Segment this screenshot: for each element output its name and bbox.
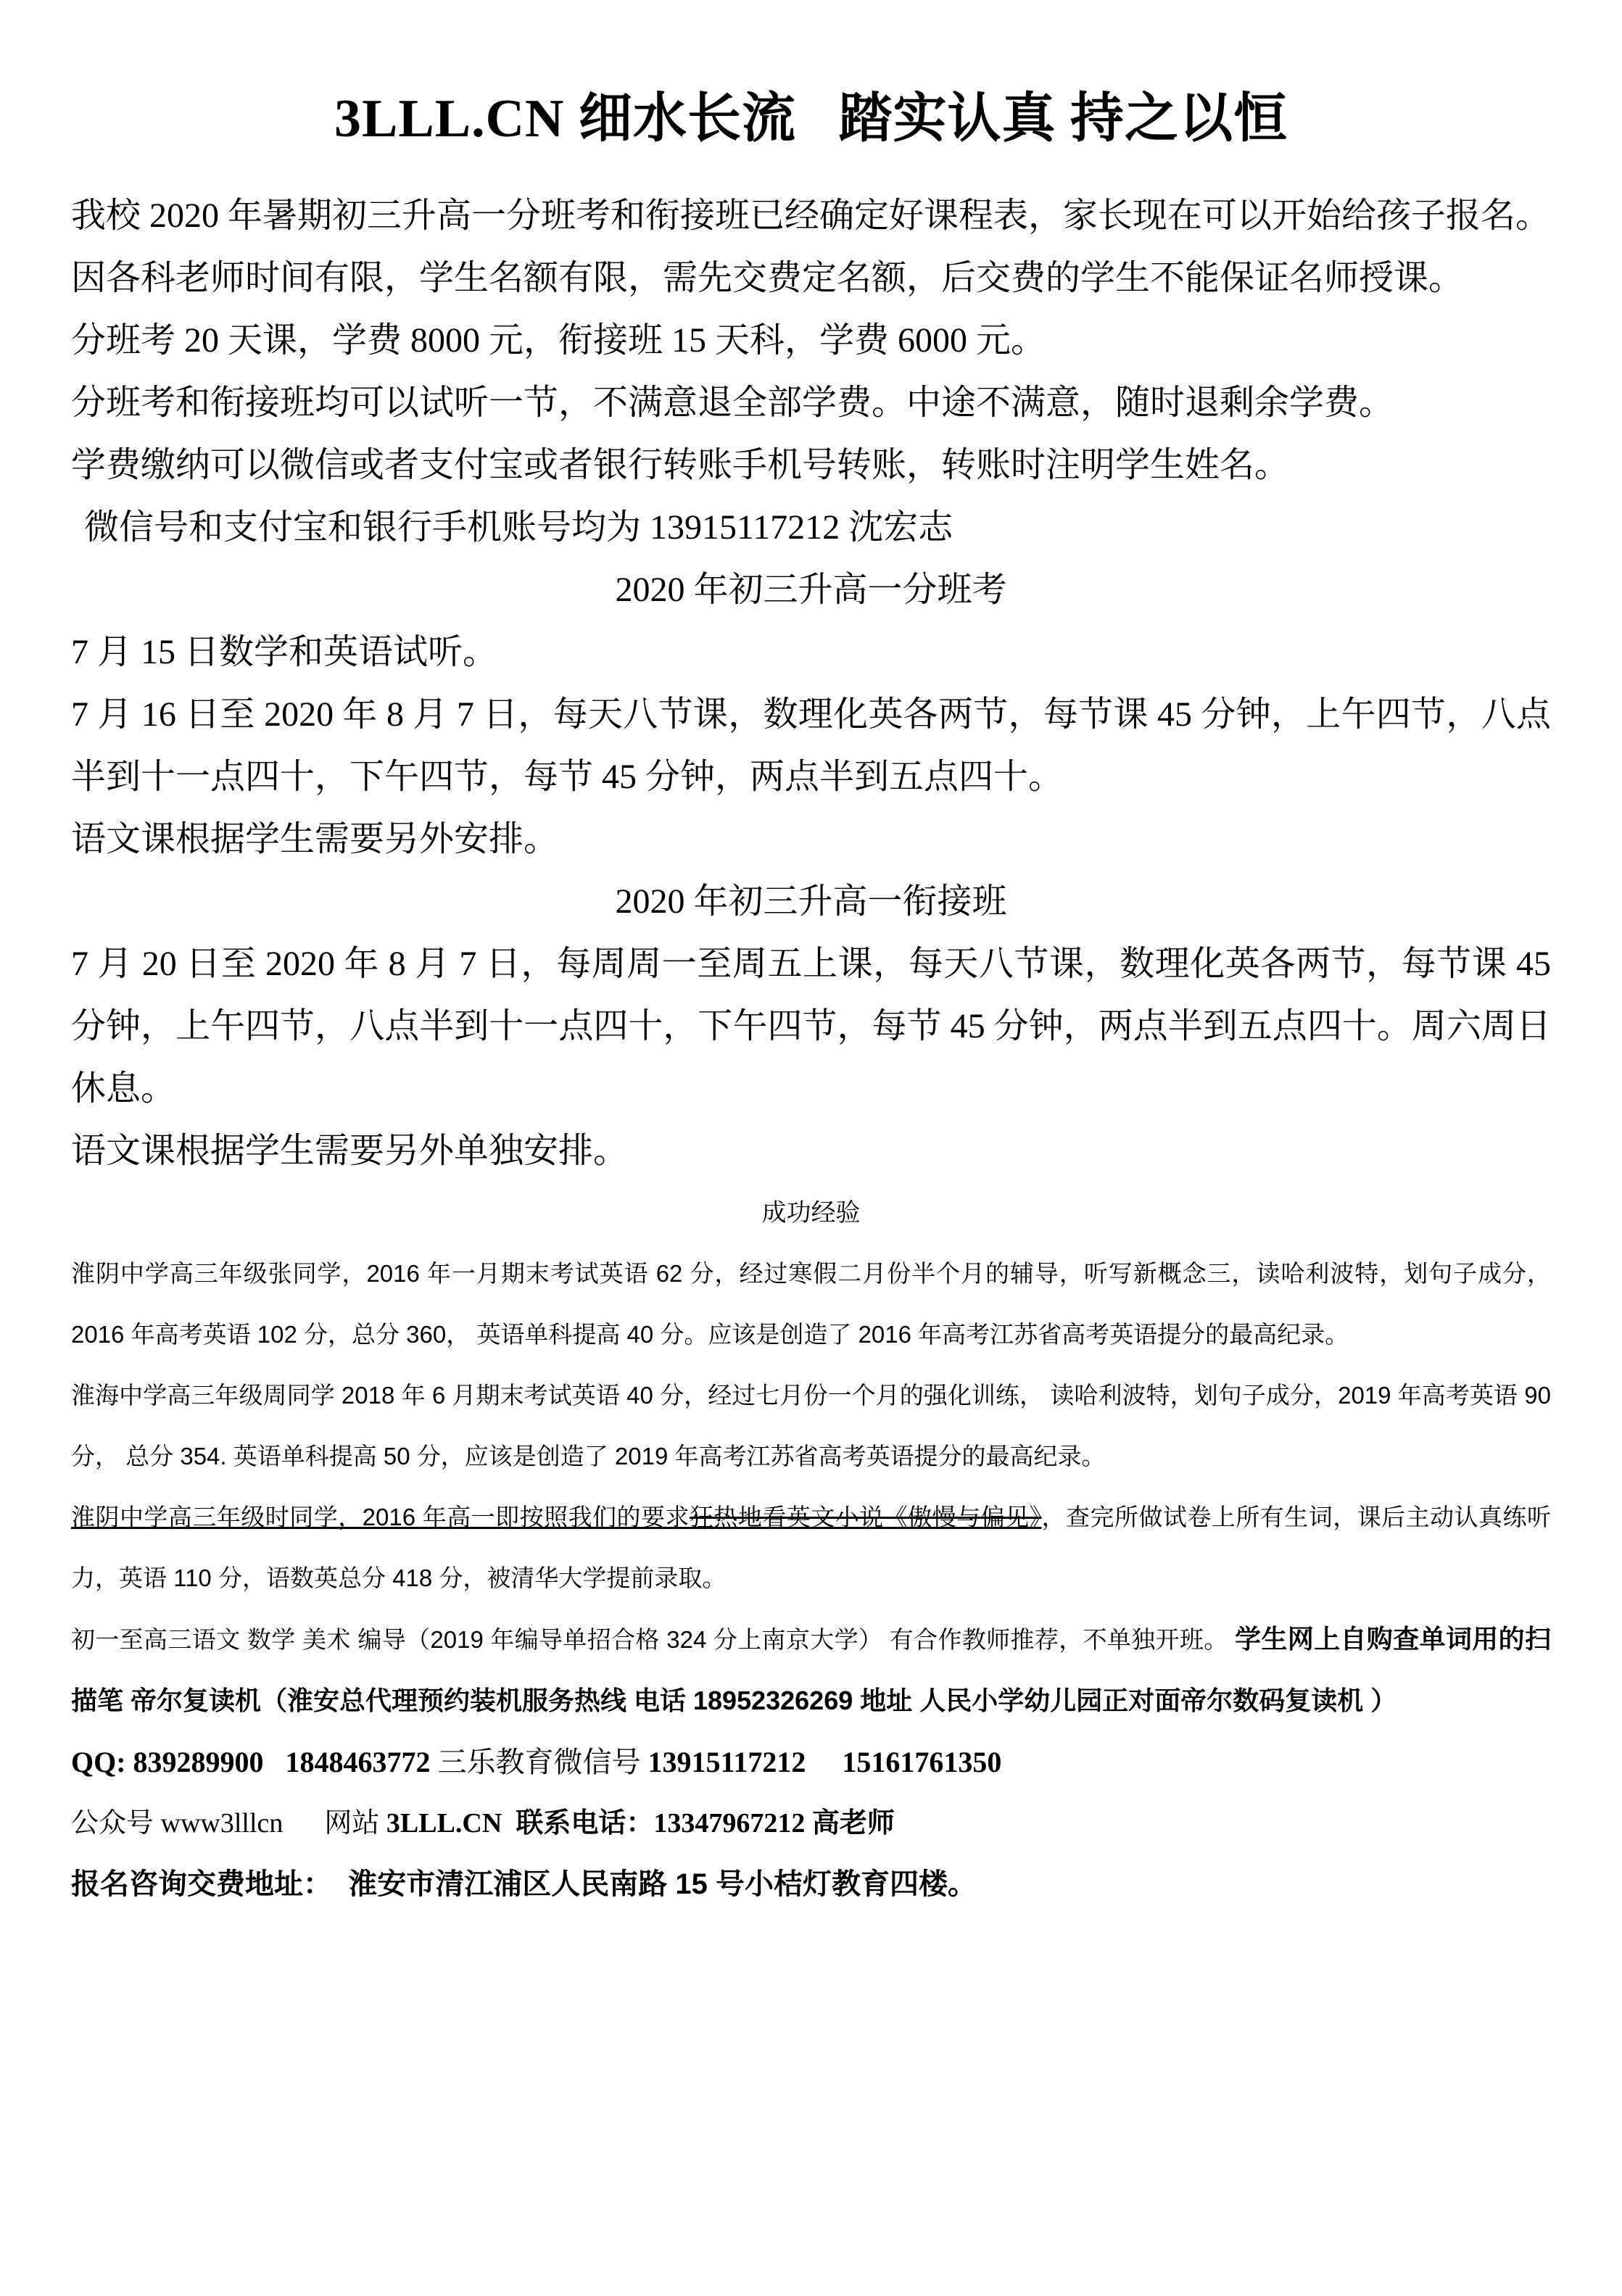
official-account-id: 公众号 www3lllcn [71, 1808, 325, 1839]
website-label: 网站 [324, 1808, 386, 1839]
courses-highlight-text: 学生网上自购查单词用的扫描笔 帝尔复读机（淮安总代理预约装机服务热线 电话 18952326269 地址 人民小学幼儿园正对面帝尔数码复读机 ） [71, 1624, 1551, 1715]
official-account-line [71, 1793, 1551, 1854]
testimonial-paragraph [71, 1487, 1551, 1609]
testimonial-text: ，查完所做试卷上所有生词，课后主动认真练听力，英语 110 分，语数英总分 418 分，被清华大学提前录取。 [71, 1504, 1552, 1591]
wechat-numbers: 13915117212 15161761350 [647, 1746, 1002, 1778]
wechat-label: 三乐教育微信号 [437, 1746, 648, 1778]
tuition-paragraph: 分班考 20 天课，学费 8000 元，衔接班 15 天科，学费 6000 元。 [71, 321, 1046, 360]
testimonial-paragraph: 淮阴中学高三年级张同学，2016 年一月期末考试英语 62 分，经过寒假二月份半个月的辅导，听写新概念三，读哈利波特，划句子成分，2016 年高考英语 102 分，总分 360， 英语单科提高 40 分。应该是创造了 2016 年高考江苏省高考英语提分的最高纪录。 [71, 1260, 1551, 1348]
intro-paragraph: 我校 2020 年暑期初三升高一分班考和衔接班已经确定好课程表，家长现在可以开始给孩子报名。 [71, 196, 1551, 235]
qq-line [71, 1732, 1551, 1793]
payment-paragraph: 学费缴纳可以微信或者支付宝或者银行转账手机号转账，转账时注明学生姓名。 [71, 446, 1290, 484]
section-heading-fenban: 2020 年初三升高一分班考 [615, 571, 1007, 609]
address-line: 报名咨询交费地址： 淮安市清江浦区人民南路 15 号小桔灯教育四楼。 [71, 1868, 977, 1900]
payment-account-paragraph: 微信号和支付宝和银行手机账号均为 13915117212 沈宏志 [84, 508, 953, 547]
success-heading: 成功经验 [761, 1199, 861, 1227]
xianjie-chinese-note: 语文课根据学生需要另外单独安排。 [71, 1132, 629, 1170]
qq-numbers: QQ: 839289900 1848463772 [71, 1746, 438, 1778]
fenban-schedule-paragraph: 7 月 16 日至 2020 年 8 月 7 日，每天八节课，数理化英各两节，每节课 45 分钟，上午四节，八点半到十一点四十，下午四节，每节 45 分钟，两点半到五点四十。 [71, 695, 1551, 796]
fenban-trial-paragraph: 7 月 15 日数学和英语试听。 [71, 633, 498, 671]
xianjie-schedule-paragraph: 7 月 20 日至 2020 年 8 月 7 日，每周周一至周五上课，每天八节课，数理化英各两节，每节课 45 分钟，上午四节，八点半到十一点四十，下午四节，每节 45 分钟，两点半到五点四十。周六周日休息。 [71, 945, 1551, 1108]
refund-paragraph: 分班考和衔接班均可以试听一节，不满意退全部学费。中途不满意，随时退剩余学费。 [71, 384, 1394, 422]
page-title: 3LLL.CN 细水长流 踏实认真 持之以恒 [334, 89, 1288, 149]
phone-contact: 联系电话：13347967212 高老师 [502, 1808, 895, 1839]
section-heading-xianjie: 2020 年初三升高一衔接班 [615, 882, 1007, 921]
intro-paragraph: 因各科老师时间有限，学生名额有限，需先交费定名额，后交费的学生不能保证名师授课。 [71, 259, 1464, 297]
underlined-text: 淮阴中学高三年级时同学，2016 年高一即按照我们的要求 [71, 1504, 690, 1530]
fenban-chinese-note: 语文课根据学生需要另外安排。 [71, 820, 559, 858]
struck-text: 狂热地看英文小说《傲慢与偏见》 [689, 1504, 1042, 1530]
courses-paragraph [71, 1609, 1551, 1732]
testimonial-paragraph: 淮海中学高三年级周同学 2018 年 6 月期末考试英语 40 分，经过七月份一个月的强化训练， 读哈利波特，划句子成分，2019 年高考英语 90 分， 总分 354. 英语单科提高 50 分，应该是创造了 2019 年高考江苏省高考英语提分的最高纪录。 [71, 1382, 1551, 1470]
website-domain: 3LLL.CN [386, 1808, 502, 1839]
courses-list-text: 初一至高三语文 数学 美术 编导（2019 年编导单招合格 324 分上南京大学） 有合作教师推荐，不单独开班。 [71, 1626, 1236, 1653]
